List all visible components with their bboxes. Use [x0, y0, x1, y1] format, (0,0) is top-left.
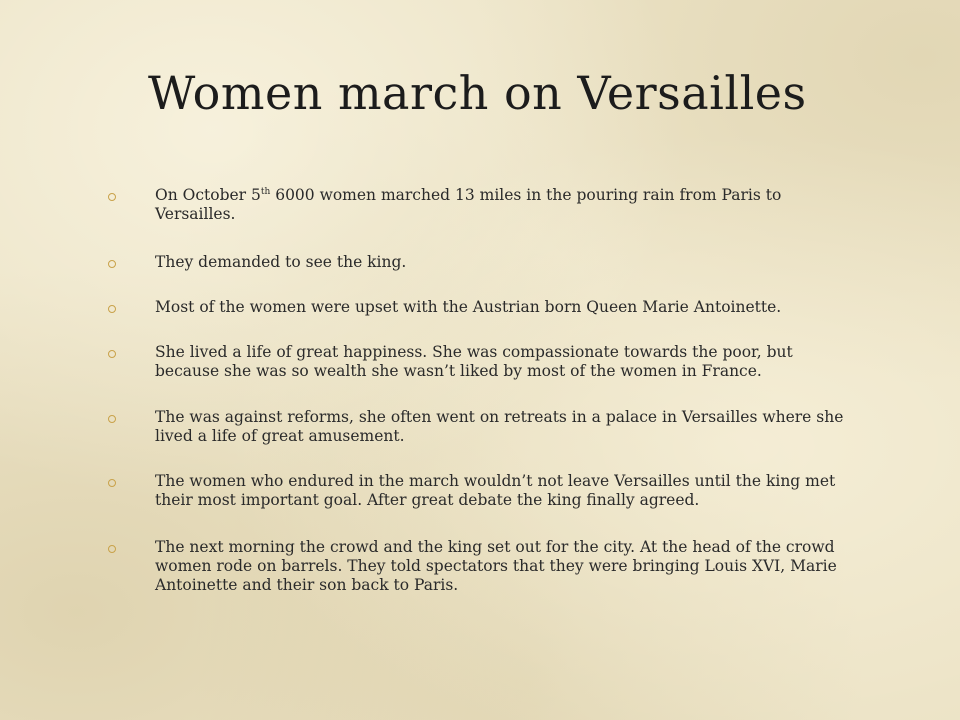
slide-title: Women march on Versailles [148, 66, 807, 120]
ring-bullet-icon [108, 260, 116, 268]
bullet-text-part: On October 5 [155, 186, 261, 204]
ring-bullet-icon [108, 305, 116, 313]
bullet-text: They demanded to see the king. [155, 253, 407, 271]
bullet-text: She lived a life of great happiness. She was compassionate towards the poor, but because she was so wealth she wasn’t liked by most of the women in France. [155, 343, 793, 380]
bullet-text: The women who endured in the march wouldn’t not leave Versailles until the king met their most important goal. After great debate the king finally agreed. [155, 472, 836, 509]
ring-bullet-icon [108, 193, 116, 201]
bullet-text-part: 6000 women marched 13 miles in the pouring rain from Paris to Versailles. [155, 186, 782, 223]
bullet-text: The next morning the crowd and the king set out for the city. At the head of the crowd women rode on barrels. They told spectators that they were bringing Louis XVI, Marie Antoinette and their son back to Paris. [155, 538, 837, 594]
ring-bullet-icon [108, 545, 116, 553]
bullet-text [155, 186, 855, 224]
bullet-text: Most of the women were upset with the Austrian born Queen Marie Antoinette. [155, 298, 782, 316]
bullet-text: The was against reforms, she often went on retreats in a palace in Versailles where she lived a life of great amusement. [155, 408, 844, 445]
ordinal-superscript: th [260, 186, 271, 197]
ring-bullet-icon [108, 415, 116, 423]
ring-bullet-icon [108, 350, 116, 358]
ring-bullet-icon [108, 479, 116, 487]
